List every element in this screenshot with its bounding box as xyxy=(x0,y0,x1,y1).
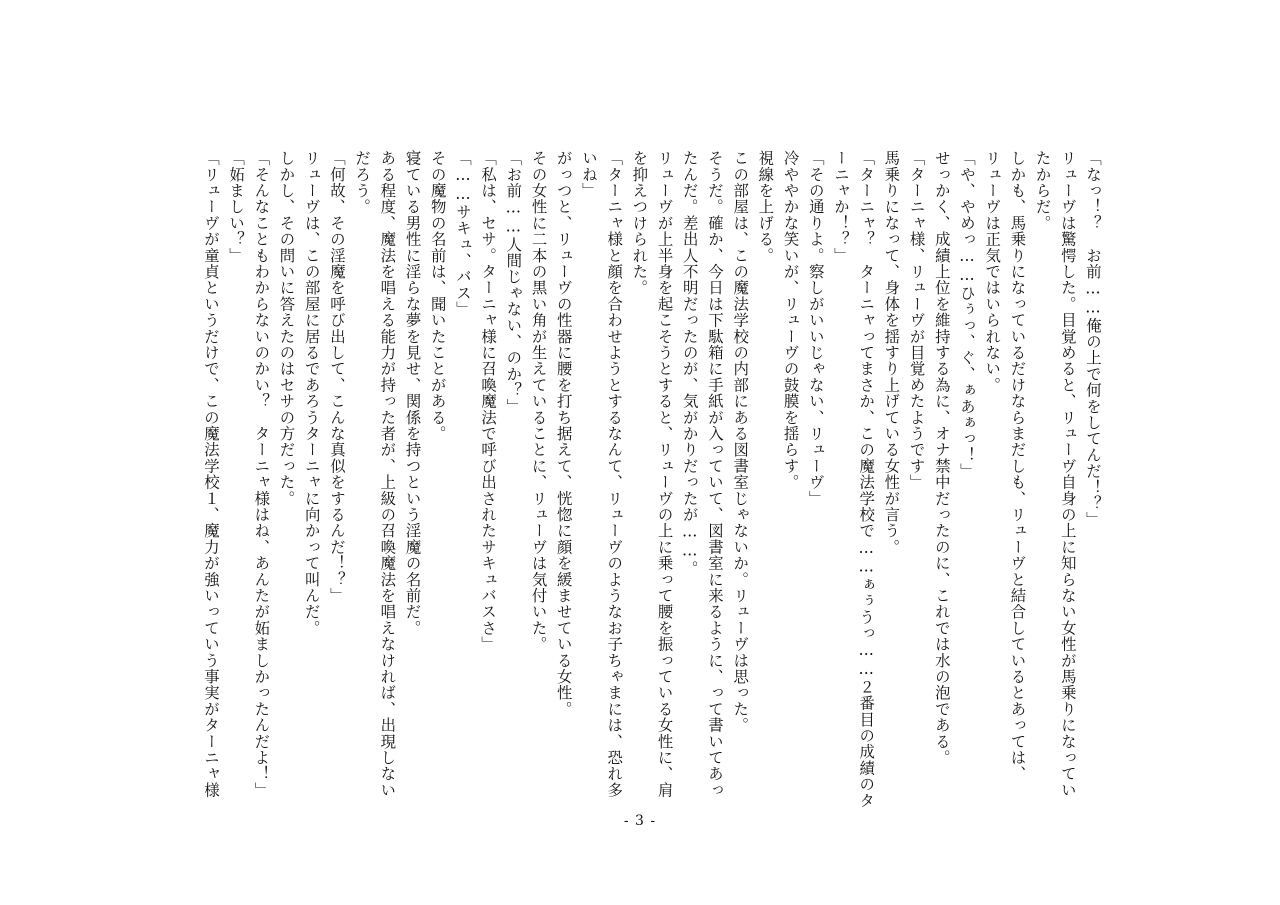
text-line: たからだ。 xyxy=(1033,150,1052,231)
text-line: だろう。 xyxy=(353,150,372,215)
text-line: 寝ている男性に淫らな夢を見せ、関係を持つという淫魔の名前だ。 xyxy=(403,150,422,636)
text-line: を抑えつけられた。 xyxy=(630,150,649,296)
text-line: しかし、その問いに答えたのはセサの方だった。 xyxy=(277,150,296,507)
text-line: ある程度、魔法を唱える能力が持った者が、上級の召喚魔法を唱えなければ、出現しない xyxy=(378,150,397,798)
text-line: 冷ややかな笑いが、リューヴの鼓膜を揺らす。 xyxy=(781,150,800,491)
text-line: 馬乗りになって、身体を揺すり上げている女性が言う。 xyxy=(882,150,901,555)
text-line: 「お前……人間じゃない、のか？」 xyxy=(504,150,523,415)
page-number: - 3 - xyxy=(623,813,657,829)
text-line: その魔物の名前は、聞いたことがある。 xyxy=(428,150,447,442)
text-line: たんだ。差出人不明だったのが、気がかりだったが……。 xyxy=(680,150,699,577)
text-line: リューヴは驚愕した。目覚めると、リューヴ自身の上に知らない女性が馬乗りになってい xyxy=(1058,150,1077,798)
vertical-text-body xyxy=(198,150,1105,809)
text-line: 「何故、その淫魔を呼び出して、こんな真似をするんだ！？」 xyxy=(327,150,346,604)
text-line: ーニャか！？」 xyxy=(831,150,850,264)
text-line: 「や、やめっ……ひぅっ、ぐ、ぁあぁっ！」 xyxy=(957,150,976,480)
text-line: 「ターニャ？ ターニャってまさか、この魔法学校で……ぁぅうっ……２番目の成績のタ xyxy=(857,150,876,809)
text-line: そうだ。確か、今日は下駄箱に手紙が入っていて、図書室に来るように、って書いてあっ xyxy=(705,150,724,798)
text-line: 「ターニャ様と顔を合わせようとするなんて、リューヴのようなお子ちゃまには、恐れ多 xyxy=(605,150,624,798)
text-line: 「リューヴが童貞というだけで、この魔法学校１、魔力が強いっていう事実がターニャ様 xyxy=(201,150,220,798)
text-line: リューヴが上半身を起こそうとすると、リューヴの上に乗って腰を振っている女性に、肩 xyxy=(655,150,674,798)
text-line: しかも、馬乗りになっているだけならまだしも、リューヴと結合しているとあっては、 xyxy=(1008,150,1027,782)
text-line: いね」 xyxy=(579,150,598,199)
text-line: 「そんなこともわからないのかい？ ターニャ様はね、あんたが妬ましかったんだよ！」 xyxy=(252,150,271,798)
text-line: せっかく、成績上位を維持する為に、オナ禁中だったのに、これでは水の泡である。 xyxy=(932,150,951,766)
text-line: 「なっ！？ お前……俺の上で何をしてんだ！？」 xyxy=(1084,150,1102,528)
text-line: 「妬ましい？」 xyxy=(227,150,246,264)
text-line: リューヴは、この部屋に居るであろうターニャに向かって叫んだ。 xyxy=(302,150,321,636)
text-line: がっつと、リューヴの性器に腰を打ち据えて、恍惚に顔を緩ませている女性。 xyxy=(554,150,573,717)
text-line: その女性に二本の黒い角が生えていることに、リューヴは気付いた。 xyxy=(529,150,548,653)
text-line: 「ターニャ様、リューヴが目覚めたようです」 xyxy=(907,150,926,491)
text-line: リューヴは正気ではいられない。 xyxy=(983,150,1002,393)
text-line: この部屋は、この魔法学校の内部にある図書室じゃないか。リューヴは思った。 xyxy=(731,150,750,734)
text-line: 「……サキュ、バス」 xyxy=(453,150,472,318)
text-line: 視線を上げる。 xyxy=(756,150,775,264)
text-line: 「その通りよ。察しがいいじゃない、リューヴ」 xyxy=(806,150,825,507)
text-line: 「私は、セサ。ターニャ様に召喚魔法で呼び出されたサキュバスさ」 xyxy=(479,150,498,653)
